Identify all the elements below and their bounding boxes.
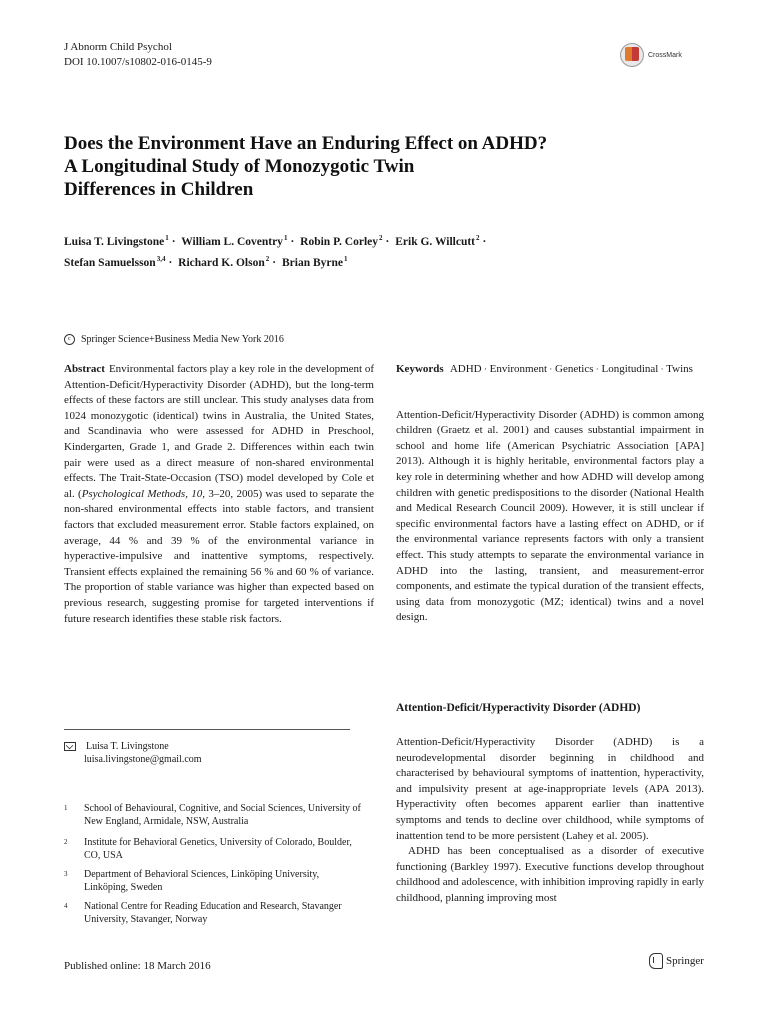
affiliation-text: National Centre for Reading Education and Research, Stavanger University, Stavanger, Norway [84, 901, 342, 925]
author[interactable]: Robin P. Corley$^2$ [300, 234, 383, 248]
correspondence [64, 740, 202, 766]
title-line-3: Differences in Children [64, 179, 254, 200]
author-list: Luisa T. Livingstone$^1$ · William L. Coventry$^1$ · Robin P. Corley$^2$ · Erik G. Willcutt$^2$ · Stefan Samuelsson$^{3,4}$ · Richard K. Olson$^2$ · Brian Byrne$^1$ [64, 234, 487, 269]
envelope-icon [64, 742, 76, 751]
footnote-divider [64, 729, 350, 730]
crossmark-badge[interactable] [620, 42, 710, 68]
crossmark-label: CrossMark [648, 51, 682, 59]
keyword: Longitudinal · [602, 363, 664, 375]
crossmark-icon [620, 43, 644, 67]
author[interactable]: Erik G. Willcutt$^2$ [395, 234, 480, 248]
author[interactable]: Stefan Samuelsson$^{3,4}$ [64, 255, 166, 269]
citation-link[interactable]: 2005 [236, 487, 259, 500]
journal-name: J Abnorm Child Psychol [64, 41, 172, 53]
title-line-1: Does the Environment Have an Enduring Effect on ADHD? [64, 133, 548, 154]
springer-horse-icon [649, 953, 663, 969]
springer-logo [649, 953, 704, 969]
section-paragraph-2: ADHD has been conceptualised as a disorder of executive functioning (Barkley 1997). Executive functions develop throughout childhood and adolescence, with inhibition improving rapidly in early childhood, planning improving most [396, 845, 704, 904]
affiliation [64, 868, 364, 894]
author[interactable]: Brian Byrne$^1$ [281, 255, 348, 269]
keyword: Environment · [490, 363, 553, 375]
keywords-label: Keywords [396, 363, 444, 375]
affiliation-text: School of Behavioural, Cognitive, and Social Sciences, University of New England, Armidale, NSW, Australia [84, 803, 361, 827]
affiliation-text: Institute for Behavioral Genetics, University of Colorado, Boulder, CO, USA [84, 837, 352, 861]
author[interactable]: Luisa T. Livingstone$^1$ [64, 234, 169, 248]
section-paragraph-1: Attention-Deficit/Hyperactivity Disorder (ADHD) is a neurodevelopmental disorder beginning in childhood and characterised by behavioural symptoms of inattention, hyperactivity, and impulsivity present at age-inappropriate levels (APA 2013). Hyperactivity often becomes apparent earlier than inattentive symptoms and tends to decline over childhood, while symptoms of inattention tend to be more persistent (Lahey et al. 2005). [396, 736, 704, 842]
affiliation-number: 1 [64, 804, 68, 812]
author[interactable]: William L. Coventry$^1$ [181, 234, 288, 248]
journal-header [64, 40, 212, 70]
title-line-2: A Longitudinal Study of Monozygotic Twin [64, 156, 415, 177]
article-title [64, 132, 684, 201]
copyright-line [64, 333, 284, 346]
affiliation [64, 836, 364, 862]
citation-journal: Psychological Methods, 10 [81, 487, 203, 500]
section-body [396, 735, 704, 907]
keyword: Genetics · [555, 363, 599, 375]
keywords [396, 362, 704, 378]
keyword: Twins [666, 363, 693, 375]
published-date: Published online: 18 March 2016 [64, 960, 211, 972]
abstract-block [64, 362, 374, 627]
affiliation-number: 4 [64, 902, 68, 910]
affiliation [64, 802, 364, 828]
copyright-text: Springer Science+Business Media New York 2016 [81, 334, 284, 345]
publisher-name: Springer [666, 955, 704, 967]
corresponding-author: Luisa T. Livingstone [86, 741, 169, 752]
abstract-text: Abstract Environmental factors play a key role in the development of Attention-Deficit/Hyperactivity Disorder (ADHD), but the long-term effects of these factors are still unclear. This study analyses data from 1024 monozygotic (identical) twins in Australia, the United States, and Scandinavia who were assessed for ADHD in Preschool, Kindergarten, Grade 1, and Grade 2. Differences within each twin pair were used as a direct measure of non-shared environmental effects. The Trait-State-Occasion (TSO) model developed by Cole et al. (Psychological Methods, 10, 3–20, 2005) was used to separate the non-shared environmental effects into stable factors, and transient factors that excluded measurement error. Stable factors explained, on average, 44 % and 39 % of the environmental variance in hyperactive-impulsive and inattentive symptoms, respectively. Transient effects explained the remaining 56 % and 60 % of variance. The proportion of stable variance was higher than expected based on previous research, suggesting promise for targeted interventions if future research identifies these stable risk factors. [64, 363, 375, 625]
keyword: ADHD · [450, 363, 487, 375]
author[interactable]: Richard K. Olson$^2$ [178, 255, 270, 269]
intro-paragraph: Attention-Deficit/Hyperactivity Disorder (ADHD) is common among children (Graetz et al. 2001) and causes substantial impairment in school and home life (American Psychiatric Association [APA] 2013). Although it is highly heritable, environmental factors play a key role in determining whether and how ADHD will develop among children with genetic predispositions to the disorder (National Health and Medical Research Council 2009). However, it is still unclear if specific environmental factors have a lasting effect on ADHD, or if the environmental variance represents factors with only a transient effect. This study attempts to separate the environmental variance in ADHD into the lasting, transient, and measurement-error components, and estimate the typical duration of the transient effects, using data from monozygotic (MZ; identical) twins and a novel design. [396, 408, 704, 624]
affiliation-text: Department of Behavioral Sciences, Linköping University, Linköping, Sweden [84, 869, 320, 893]
abstract-label: Abstract [64, 363, 105, 375]
copyright-icon: c [64, 334, 75, 345]
affiliation [64, 900, 364, 926]
doi[interactable]: DOI 10.1007/s10802-016-0145-9 [64, 56, 212, 68]
affiliation-number: 2 [64, 838, 68, 846]
corresponding-email[interactable]: luisa.livingstone@gmail.com [84, 754, 202, 765]
affiliation-number: 3 [64, 870, 68, 878]
right-column [396, 362, 704, 626]
section-heading: Attention-Deficit/Hyperactivity Disorder (ADHD) [396, 702, 641, 714]
